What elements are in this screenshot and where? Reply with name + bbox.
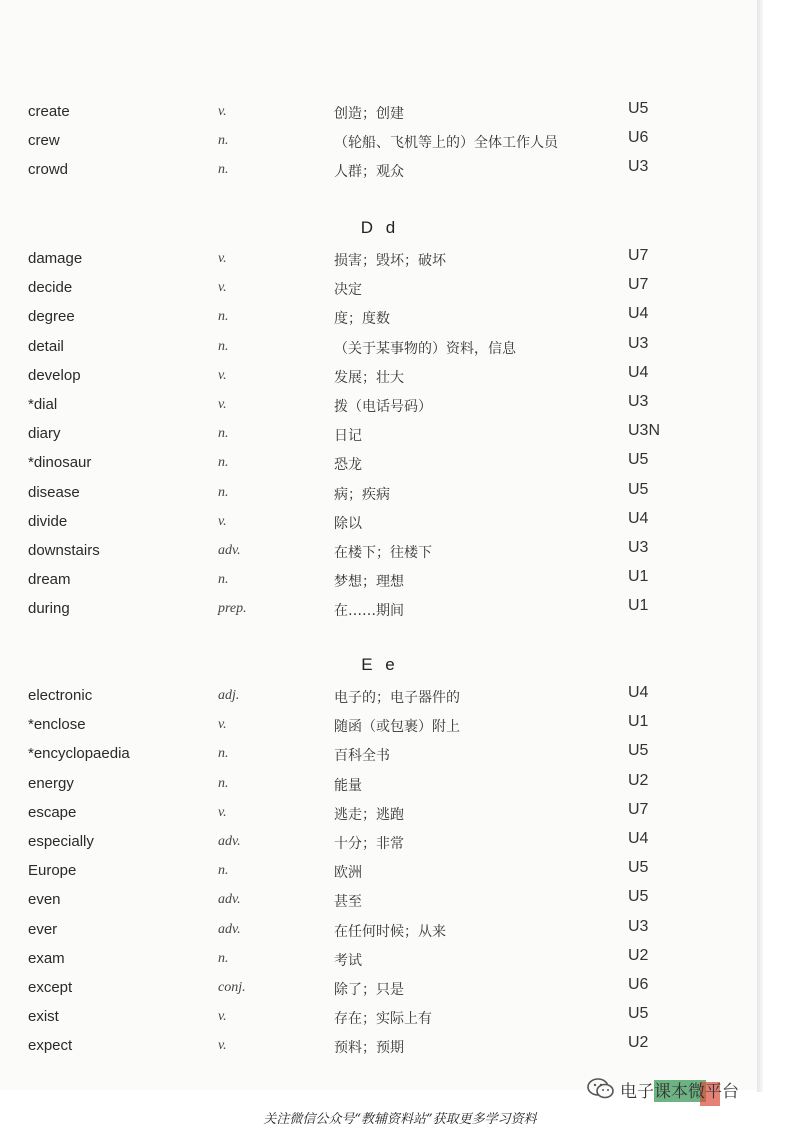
- entry-part-of-speech: v.: [218, 104, 227, 119]
- entry-word: Europe: [28, 862, 77, 880]
- entry-part-of-speech: v.: [218, 397, 227, 412]
- entry-meaning: 日记: [334, 428, 362, 445]
- entry-meaning: 度；度数: [334, 311, 390, 328]
- entry-part-of-speech: n.: [218, 572, 229, 588]
- entry-part-of-speech: n.: [218, 455, 229, 471]
- entry-unit: U5: [628, 888, 649, 906]
- entry-part-of-speech: adv.: [218, 921, 241, 937]
- entry-meaning: 存在；实际上有: [334, 1011, 432, 1028]
- entry-part-of-speech: adv.: [218, 834, 241, 849]
- glossary-entry: [0, 451, 760, 479]
- entry-meaning: 随函（或包裹）附上: [334, 719, 460, 736]
- entry-word: *encyclopaedia: [28, 745, 130, 763]
- entry-part-of-speech: n.: [218, 309, 229, 325]
- entry-meaning: 梦想；理想: [334, 574, 404, 591]
- entry-meaning: 电子的；电子器件的: [334, 690, 460, 706]
- entry-unit: U3: [628, 334, 649, 352]
- entry-part-of-speech: conj.: [218, 980, 246, 995]
- glossary-entry: [0, 364, 760, 392]
- entry-meaning: 百科全书: [334, 748, 390, 765]
- entry-meaning: 损害；毁坏；破坏: [334, 253, 446, 269]
- entry-meaning: 甚至: [334, 894, 362, 911]
- glossary-entry: [0, 100, 760, 128]
- entry-meaning: 十分；非常: [334, 836, 404, 852]
- entry-word: especially: [28, 833, 94, 850]
- entry-meaning: 欧洲: [334, 865, 362, 882]
- glossary-entry: [0, 539, 760, 567]
- entry-word: *enclose: [28, 716, 86, 734]
- section-heading: E e: [361, 655, 399, 674]
- entry-word: degree: [28, 308, 75, 326]
- entry-word: *dinosaur: [28, 454, 92, 472]
- entry-part-of-speech: n.: [218, 426, 229, 442]
- entry-part-of-speech: adv.: [218, 892, 241, 908]
- glossary-entry: [0, 947, 760, 975]
- entry-word: *dial: [28, 396, 58, 413]
- entry-word: exam: [28, 949, 65, 967]
- glossary-entry: [0, 129, 760, 157]
- glossary-entry: [0, 335, 760, 363]
- entry-unit: U1: [628, 597, 649, 615]
- entry-word: damage: [28, 250, 83, 267]
- entry-unit: U3: [628, 393, 649, 410]
- entry-word: expect: [28, 1037, 73, 1055]
- entry-unit: U5: [628, 859, 649, 877]
- glossary-entry: [0, 158, 760, 186]
- entry-unit: U7: [628, 247, 649, 264]
- glossary-entry: [0, 801, 760, 829]
- entry-part-of-speech: n.: [218, 950, 229, 966]
- glossary-entry: [0, 976, 760, 1004]
- glossary-entry: [0, 247, 760, 275]
- entry-unit: U5: [628, 451, 649, 469]
- entry-meaning: 创造；创建: [334, 106, 404, 122]
- glossary-entry: [0, 859, 760, 887]
- entry-word: exist: [28, 1008, 59, 1026]
- glossary-entry: [0, 568, 760, 596]
- entry-meaning: 在……期间: [334, 603, 404, 620]
- entry-part-of-speech: v.: [218, 367, 227, 383]
- entry-part-of-speech: v.: [218, 280, 227, 296]
- entry-part-of-speech: n.: [218, 863, 229, 879]
- glossary-entry: [0, 684, 760, 712]
- entry-unit: U2: [628, 771, 649, 789]
- entry-part-of-speech: prep.: [218, 601, 247, 617]
- wechat-icon: [586, 1077, 616, 1101]
- entry-unit: U7: [628, 276, 649, 294]
- entry-meaning: 病；疾病: [334, 486, 390, 503]
- watermark: [586, 1072, 739, 1106]
- glossary-entry: [0, 1005, 760, 1033]
- glossary-entry: [0, 393, 760, 421]
- entry-word: crowd: [28, 161, 69, 179]
- glossary-entry: [0, 918, 760, 946]
- entry-word: dream: [28, 571, 71, 589]
- glossary-entry: [0, 888, 760, 916]
- footer-note: 关注微信公众号“教辅资料站”获取更多学习资料: [263, 1112, 537, 1127]
- entry-unit: U3: [628, 917, 649, 935]
- glossary-entry: [0, 742, 760, 770]
- entry-part-of-speech: adv.: [218, 543, 241, 558]
- entry-part-of-speech: n.: [218, 133, 229, 149]
- entry-word: detail: [28, 337, 64, 355]
- entry-unit: U3: [628, 158, 649, 176]
- entry-part-of-speech: v.: [218, 717, 227, 733]
- entry-word: decide: [28, 279, 73, 297]
- entry-unit: U4: [628, 830, 649, 847]
- entry-unit: U7: [628, 800, 649, 818]
- entry-part-of-speech: n.: [218, 746, 229, 762]
- entry-part-of-speech: v.: [218, 804, 227, 820]
- entry-meaning: 恐龙: [334, 457, 362, 474]
- glossary-entry: [0, 772, 760, 800]
- entry-meaning: 除了；只是: [334, 982, 404, 998]
- entry-word: electronic: [28, 687, 93, 704]
- entry-unit: U6: [628, 976, 649, 993]
- entry-unit: U4: [628, 509, 649, 527]
- glossary-entry: [0, 481, 760, 509]
- entry-meaning: 除以: [334, 515, 362, 532]
- glossary-entry: [0, 830, 760, 858]
- entry-meaning: 逃走；逃跑: [334, 806, 404, 823]
- entry-unit: U4: [628, 363, 649, 381]
- entry-part-of-speech: adj.: [218, 688, 240, 703]
- entry-word: except: [28, 979, 73, 996]
- entry-unit: U2: [628, 946, 649, 964]
- entry-part-of-speech: n.: [218, 162, 229, 178]
- watermark-text: 电子课本微平台: [620, 1081, 739, 1102]
- glossary-entry: [0, 276, 760, 304]
- entry-part-of-speech: v.: [218, 513, 227, 529]
- entry-meaning: 在任何时候；从来: [334, 923, 446, 940]
- entry-meaning: 能量: [334, 777, 362, 794]
- entry-meaning: （关于某事物的）资料，信息: [334, 340, 516, 357]
- glossary-entry: [0, 510, 760, 538]
- entry-unit: U5: [628, 480, 649, 498]
- entry-meaning: 在楼下；往楼下: [334, 545, 432, 561]
- glossary-entry: [0, 713, 760, 741]
- entry-word: diary: [28, 425, 61, 443]
- entry-meaning: 考试: [334, 952, 362, 969]
- entry-part-of-speech: n.: [218, 484, 229, 500]
- entry-meaning: 发展；壮大: [334, 369, 404, 386]
- entry-word: disease: [28, 483, 80, 501]
- glossary-entry: [0, 1034, 760, 1062]
- entry-unit: U3: [628, 539, 649, 556]
- entry-unit: U4: [628, 684, 649, 701]
- entry-part-of-speech: n.: [218, 775, 229, 791]
- entry-unit: U1: [628, 713, 649, 731]
- entry-word: ever: [28, 920, 58, 938]
- section-heading: D d: [360, 218, 400, 237]
- entry-word: escape: [28, 803, 77, 821]
- entry-meaning: 人群；观众: [334, 164, 404, 181]
- entry-word: during: [28, 600, 70, 618]
- entry-meaning: 决定: [334, 282, 362, 299]
- glossary-entry: [0, 305, 760, 333]
- entry-unit: U5: [628, 1005, 649, 1023]
- entry-unit: U5: [628, 742, 649, 760]
- glossary-entry: [0, 597, 760, 625]
- entry-word: divide: [28, 512, 68, 530]
- entry-part-of-speech: v.: [218, 251, 227, 266]
- entry-word: develop: [28, 366, 81, 384]
- entry-word: downstairs: [28, 542, 100, 559]
- entry-word: crew: [28, 132, 60, 150]
- entry-word: energy: [28, 774, 74, 792]
- entry-meaning: 拨（电话号码）: [334, 399, 432, 415]
- entry-unit: U4: [628, 305, 649, 323]
- entry-part-of-speech: v.: [218, 1009, 227, 1025]
- entry-part-of-speech: v.: [218, 1038, 227, 1054]
- entry-unit: U6: [628, 129, 649, 147]
- entry-word: even: [28, 891, 61, 909]
- entry-unit: U5: [628, 100, 649, 117]
- entry-word: create: [28, 103, 70, 120]
- entry-part-of-speech: n.: [218, 338, 229, 354]
- entry-meaning: 预料；预期: [334, 1040, 404, 1057]
- entry-meaning: （轮船、飞机等上的）全体工作人员: [334, 135, 558, 152]
- entry-unit: U2: [628, 1034, 649, 1052]
- glossary-entry: [0, 422, 760, 450]
- entry-unit: U3N: [628, 422, 661, 440]
- entry-unit: U1: [628, 568, 649, 586]
